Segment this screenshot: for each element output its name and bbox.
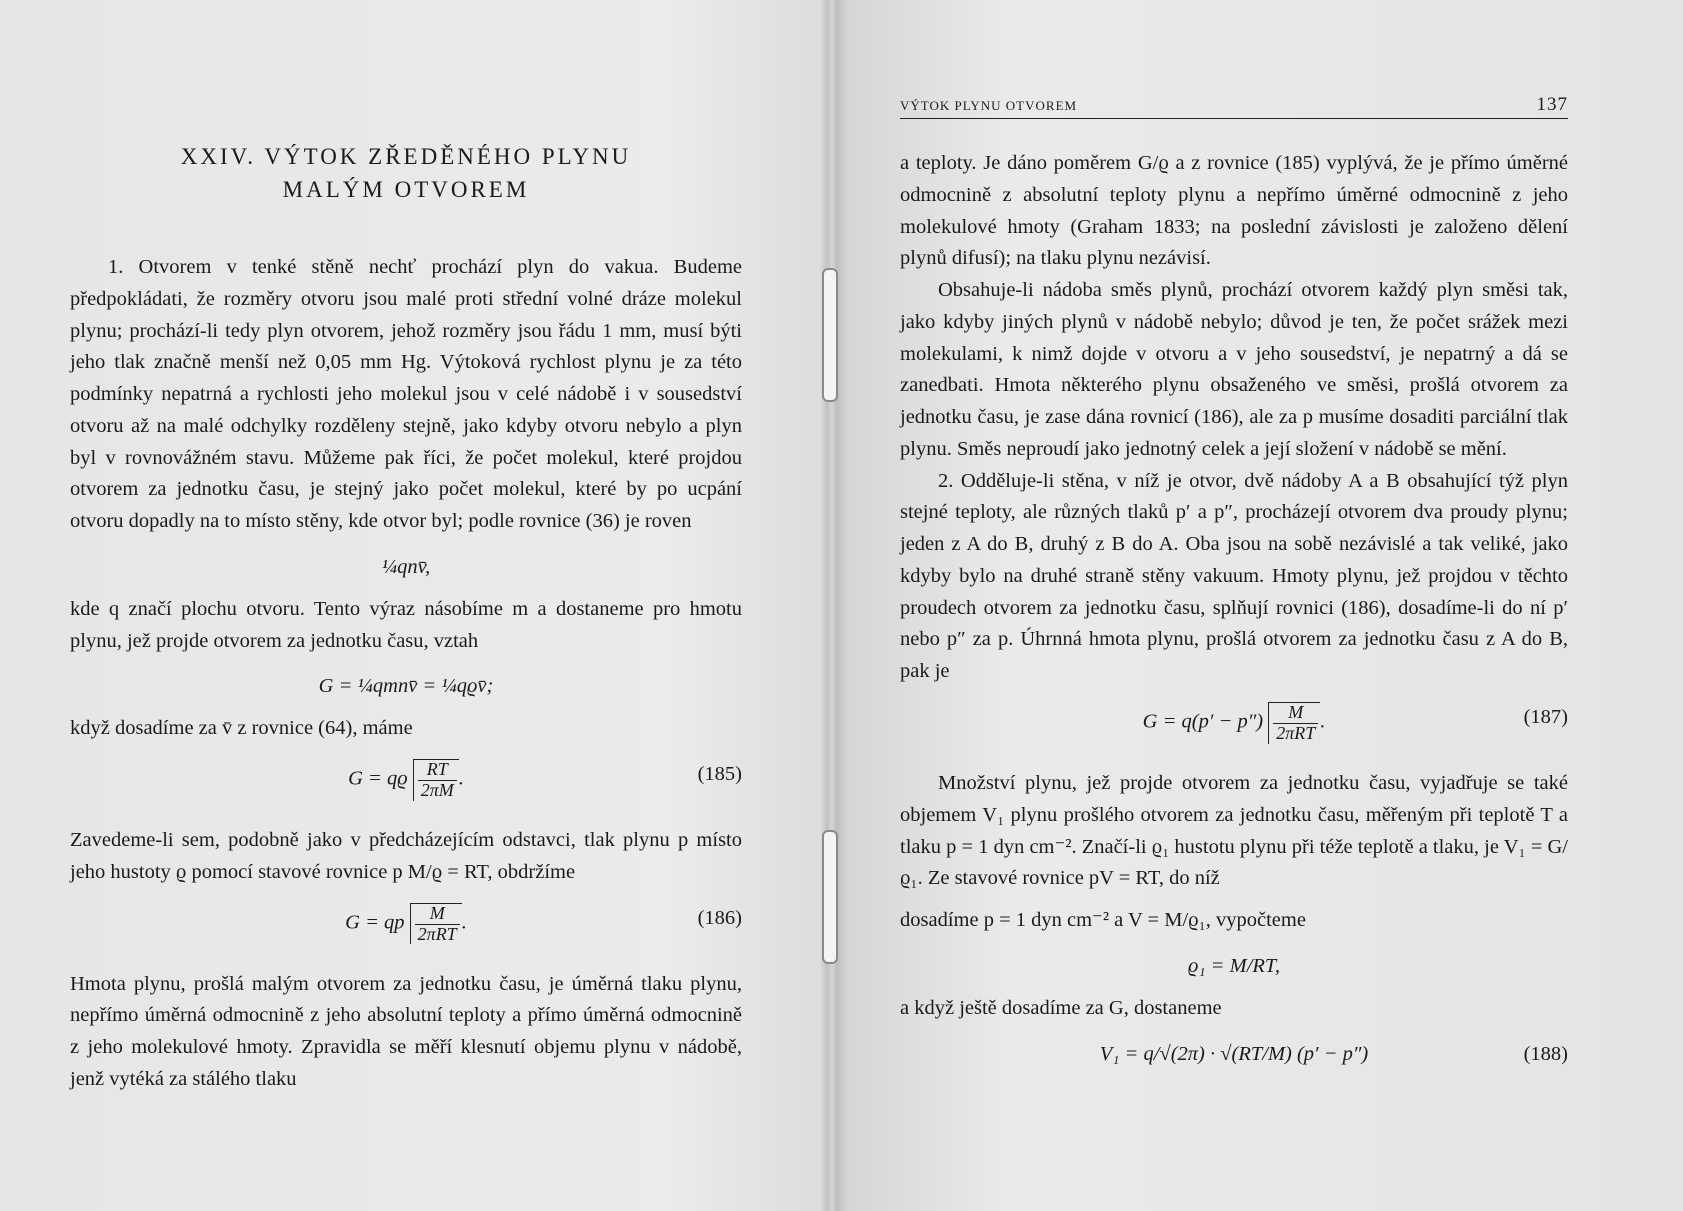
formula-186-lhs: G = qp bbox=[345, 911, 405, 934]
right-paragraph-1: a teploty. Je dáno poměrem G/ϱ a z rovnice (185) vyplývá, že je přímo úměrné odmocnině z absolutní teploty plynu a nepřímo úměrné odmocnině z jeho molekulové hmoty (Graham 1833; na poslední závislosti je založeno dělení plynů difusí); na tlaku plynu nezávisí. bbox=[900, 152, 1568, 270]
chapter-title-line1: XXIV. VÝTOK ZŘEDĚNÉHO PLYNU bbox=[180, 144, 632, 169]
left-paragraph-4: Zavedeme-li sem, podobně jako v předcházejícím odstavci, tlak plynu p místo jeho hustoty ϱ pomocí stavové rovnice p M/ϱ = RT, obdržíme bbox=[70, 829, 742, 883]
right-body bbox=[900, 148, 1568, 1081]
equation-number-188: (188) bbox=[1523, 1042, 1568, 1065]
formula-flux-expr: ¼qnv̄, bbox=[381, 555, 431, 578]
formula-188-expr: V₁ = q/√(2π) · √(RT/M) (p′ − p″) bbox=[1099, 1042, 1369, 1065]
staple-bottom bbox=[822, 830, 838, 964]
equation-number-187: (187) bbox=[1523, 706, 1568, 729]
left-paragraph-1: 1. Otvorem v tenké stěně nechť prochází plyn do vakua. Budeme předpokládati, že rozměry otvoru jsou malé proti střední volné dráze molekul plynu; prochází-li tedy plyn otvorem, jehož rozměry jsou řádu 1 mm, musí býti jeho tlak značně menší než 0,05 mm Hg. Výtoková rychlost plynu je za této podmínky nepatrná a rychlosti jeho molekul jsou v celé nádobě i v sousedství otvoru až na malé odchylky rozděleny stejně, jako kdyby otvoru nebylo a plyn byl v rovnovážném stavu. Můžeme pak říci, že počet molekul, které projdou otvorem za jednotku času, je stejný jako počet molekul, které by po ucpání otvoru dopadly na to místo stěny, kde otvor byl; podle rovnice (36) je roven bbox=[70, 256, 742, 533]
right-paragraph-5: dosadíme p = 1 dyn cm⁻² a V = M/ϱ₁, vypočteme bbox=[900, 909, 1306, 932]
formula-188 bbox=[900, 1039, 1568, 1071]
chapter-title bbox=[70, 140, 742, 207]
book-fold bbox=[820, 0, 834, 1211]
sqrt-symbol bbox=[1268, 702, 1320, 744]
right-paragraph-2: Obsahuje-li nádoba směs plynů, prochází otvorem každý plyn směsi tak, jako kdyby jiných plynů v nádobě nebylo; důvod je ten, že počet srážek mezi molekulami, k nimž dojde v otvoru a v jeho sousedství, je nepatrný a dá se zanedbati. Hmota některého plynu obsaženého ve směsi, prošlá otvorem za jednotku času, je zase dána rovnicí (186), ale za p musíme dosaditi parciální tlak plynu. Směs neproudí jako jednotný celek a její složení v nádobě se mění. bbox=[900, 279, 1568, 460]
running-header-title: VÝTOK PLYNU OTVOREM bbox=[900, 98, 1078, 113]
running-header bbox=[900, 92, 1568, 119]
sqrt-symbol bbox=[410, 903, 462, 945]
formula-185-lhs: G = qϱ bbox=[348, 767, 408, 790]
equation-number-186: (186) bbox=[697, 906, 742, 929]
right-paragraph-6: a když ještě dosadíme za G, dostaneme bbox=[900, 996, 1222, 1019]
formula-185: G = qϱ $\frac{RT}{2\pi M}$ . (185) bbox=[348, 759, 742, 800]
formula-187-numerator: M bbox=[1273, 703, 1318, 724]
formula-187-denominator: 2πRT bbox=[1276, 722, 1316, 743]
formula-mass-flux bbox=[70, 671, 742, 703]
left-paragraph-2: kde q značí plochu otvoru. Tento výraz násobíme m a dostaneme pro hmotu plynu, jež projde otvorem za jednotku času, vztah bbox=[70, 597, 742, 652]
equation-number-185: (185) bbox=[697, 763, 742, 786]
formula-density bbox=[900, 951, 1568, 983]
right-paragraph-3: 2. Odděluje-li stěna, v níž je otvor, dvě nádoby A a B obsahující týž plyn stejné teploty, ale různých tlaků p′ a p″, procházejí otvorem dva proudy plynu; jeden z A do B, druhý z B do A. Oba jsou na sobě nezávislé a tak veliké, jako kdyby bylo na druhé straně stěny vakuum. Hmoty plynu, jež projdou v těchto proudech otvorem za jednotku času, splňují rovnici (186), dosadíme-li do ní p′ nebo p″ za p. Úhrnná hmota plynu, prošlá otvorem za jednotku času z A do B, pak je bbox=[900, 469, 1568, 683]
formula-187-lhs: G = q(p′ − p″) bbox=[1142, 710, 1264, 733]
formula-185-numerator: RT bbox=[418, 760, 457, 781]
chapter-title-line2: MALÝM OTVOREM bbox=[282, 177, 530, 203]
staple-top bbox=[822, 268, 838, 402]
formula-density-expr: ϱ₁ = M/RT, bbox=[1188, 954, 1280, 977]
formula-186: G = qp $\frac{M}{\text{2πRT}}$ . (186) bbox=[345, 902, 742, 944]
left-paragraph-3: když dosadíme za v̄ z rovnice (64), máme bbox=[70, 717, 413, 740]
left-paragraph-5: Hmota plynu, prošlá malým otvorem za jednotku času, je úměrná tlaku plynu, nepřímo úměrná odmocnině z jeho absolutní teploty a přímo úměrná odmocnině z jeho molekulové hmoty. Zpravidla se měří klesnutí objemu plynu v nádobě, jenž vytéká za stálého tlaku bbox=[70, 972, 742, 1091]
formula-186-numerator: M bbox=[415, 904, 460, 925]
page-number: 137 bbox=[1536, 94, 1568, 115]
sqrt-symbol bbox=[413, 759, 459, 801]
right-paragraph-4: Množství plynu, jež projde otvorem za jednotku času, vyjadřuje se také objemem V₁ plynu prošlého otvorem za jednotku času, měřeným při teplotě T a tlaku p = 1 dyn cm⁻². Značí-li ϱ₁ hustotu plynu při téže teplotě a tlaku, je V₁ = G/ϱ₁. Ze stavové rovnice pV = RT, do níž bbox=[900, 772, 1568, 890]
formula-mass-flux-expr: G = ¼qmnv̄ = ¼qϱv̄; bbox=[318, 675, 494, 698]
formula-186-denominator: 2πRT bbox=[417, 923, 457, 944]
formula-flux bbox=[70, 552, 742, 584]
left-body bbox=[70, 252, 742, 1096]
formula-187: G = q(p′ − p″) $\frac{M}{\text{2πRT}}$ . (187) bbox=[1142, 702, 1568, 743]
right-page bbox=[900, 0, 1568, 1211]
formula-185-denominator: 2πM bbox=[420, 779, 454, 800]
left-page bbox=[70, 0, 742, 1211]
